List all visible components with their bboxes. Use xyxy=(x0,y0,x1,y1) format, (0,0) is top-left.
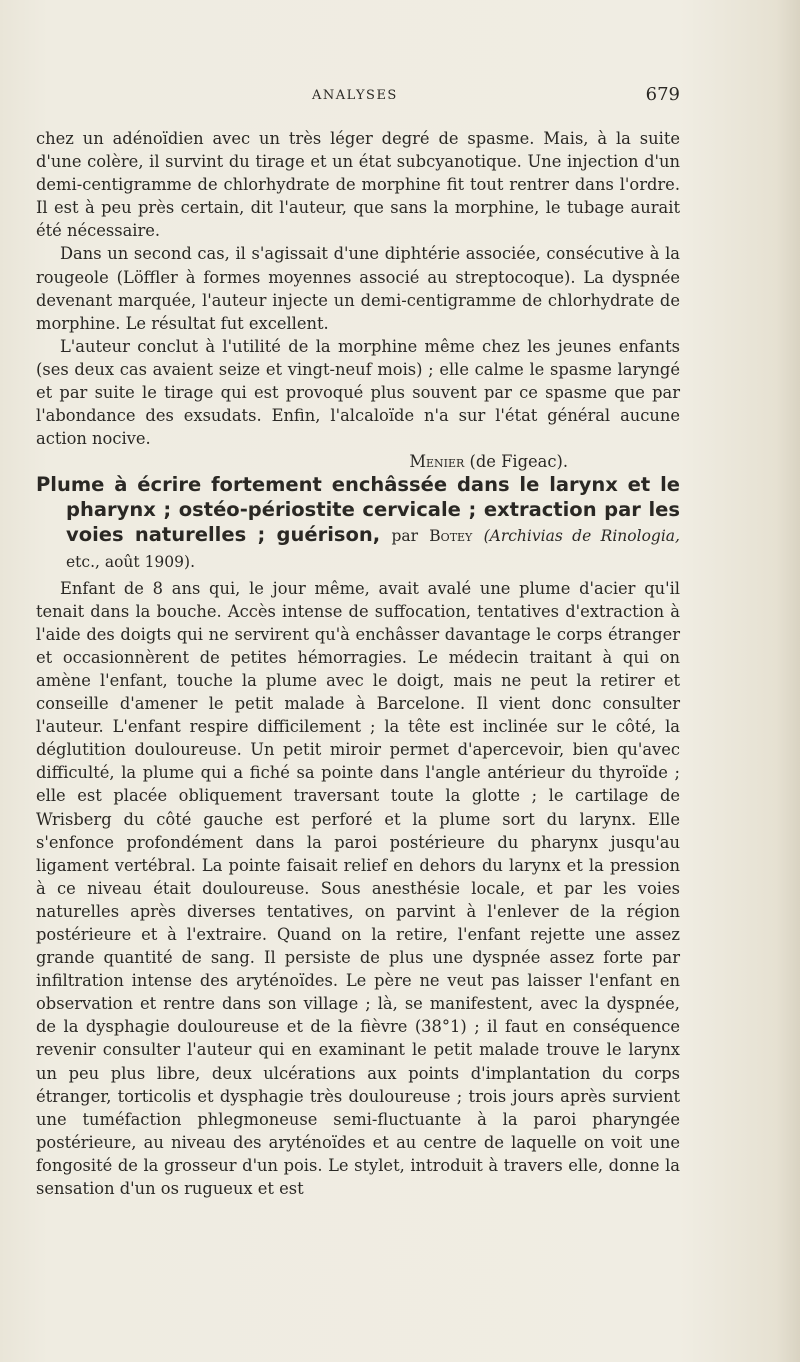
article-by: par xyxy=(391,527,419,545)
paragraph: L'auteur conclut à l'utilité de la morphine même chez les jeunes enfants (ses deux cas avaient seize et vingt-neuf mois) ; elle calme le spasme laryngé et par suite le tirage qui est provoqué plus souvent par ce spasme que par l'abondance des exsudats. Enfin, l'alcaloïde n'a sur l'état général aucune action nocive. xyxy=(36,336,680,449)
signature-place: (de Figeac). xyxy=(469,452,568,472)
article-title: Plume à écrire fortement enchâssée dans le larynx et le pharynx ; ostéo-périostite cervicale ; extraction par les voies naturelles ; guérison, xyxy=(36,473,680,546)
page-body xyxy=(36,127,680,1200)
article-body: Enfant de 8 ans qui, le jour même, avait avalé une plume d'acier qu'il tenait dans la bouche. Accès intense de suffocation, tentatives d'extraction à l'aide des doigts qui ne servirent qu'à enchâsser davantage le corps étranger et occasionnèrent de petites hémorragies. Le médecin traitant à qui on amène l'enfant, touche la plume avec le doigt, mais ne peut la retirer et conseille d'amener le petit malade à Barcelone. Il vient donc consulter l'auteur. L'enfant respire difficilement ; la tête est inclinée sur le côté, la déglutition douloureuse. Un petit miroir permet d'apercevoir, bien qu'avec difficulté, la plume qui a fiché sa pointe dans l'angle antérieur du thyroïde ; elle est placée obliquement traversant toute la glotte ; le cartilage de Wrisberg du côté gauche est perforé et la plume sort du larynx. Elle s'enfonce profondément dans la paroi postérieure du pharynx jusqu'au ligament vertébral. La pointe faisait relief en dehors du larynx et la pression à ce niveau était douloureuse. Sous anesthésie locale, et par les voies naturelles après diverses tentatives, on parvint à l'enlever de la région postérieure et à l'extraire. Quand on la retire, l'enfant rejette une assez grande quantité de sang. Il persiste de plus une dyspnée assez forte par infiltration intense des aryténoïdes. Le père ne veut pas laisser l'enfant en observation et rentre dans son village ; là, se manifestent, avec la dyspnée, de la dysphagie douloureuse et de la fièvre (38°1) ; il faut en conséquence revenir consulter l'auteur qui en examinant le petit malade trouve le larynx un peu plus libre, deux ulcérations aux points d'implantation du corps étranger, torticolis et dysphagie très douloureuse ; trois jours après survient une tuméfaction phlegmoneuse semi-fluctuante à la paroi pharyngée postérieure, au niveau des aryténoïdes et au centre de laquelle on voit une fongosité de la grosseur d'un pois. Le stylet, introduit à travers elle, donne la sensation d'un os rugueux et est xyxy=(36,578,680,1199)
signature xyxy=(36,450,680,473)
article-source-etc: etc., août 1909). xyxy=(66,552,195,571)
page-number: 679 xyxy=(645,84,680,105)
signature-name: Menier xyxy=(409,452,465,472)
article-heading xyxy=(36,473,680,574)
paragraph: Dans un second cas, il s'agissait d'une diphtérie associée, consécutive à la rougeole (Löffler à formes moyennes associé au streptocoque). La dyspnée devenant marquée, l'auteur injecte un demi-centigramme de chlorhydrate de morphine. Le résultat fut excellent. xyxy=(36,244,680,333)
article-source-journal: (Archivias de Rinologia, xyxy=(483,527,680,545)
page-header xyxy=(60,86,680,108)
running-head: ANALYSES xyxy=(312,88,398,103)
paragraph: chez un adénoïdien avec un très léger degré de spasme. Mais, à la suite d'une colère, il survint du tirage et un état subcyanotique. Une injection d'un demi-centigramme de chlorhydrate de morphine fit tout rentrer dans l'ordre. Il est à peu près certain, dit l'auteur, que sans la morphine, le tubage aurait été nécessaire. xyxy=(36,129,680,241)
article-author: Botey xyxy=(429,527,473,545)
